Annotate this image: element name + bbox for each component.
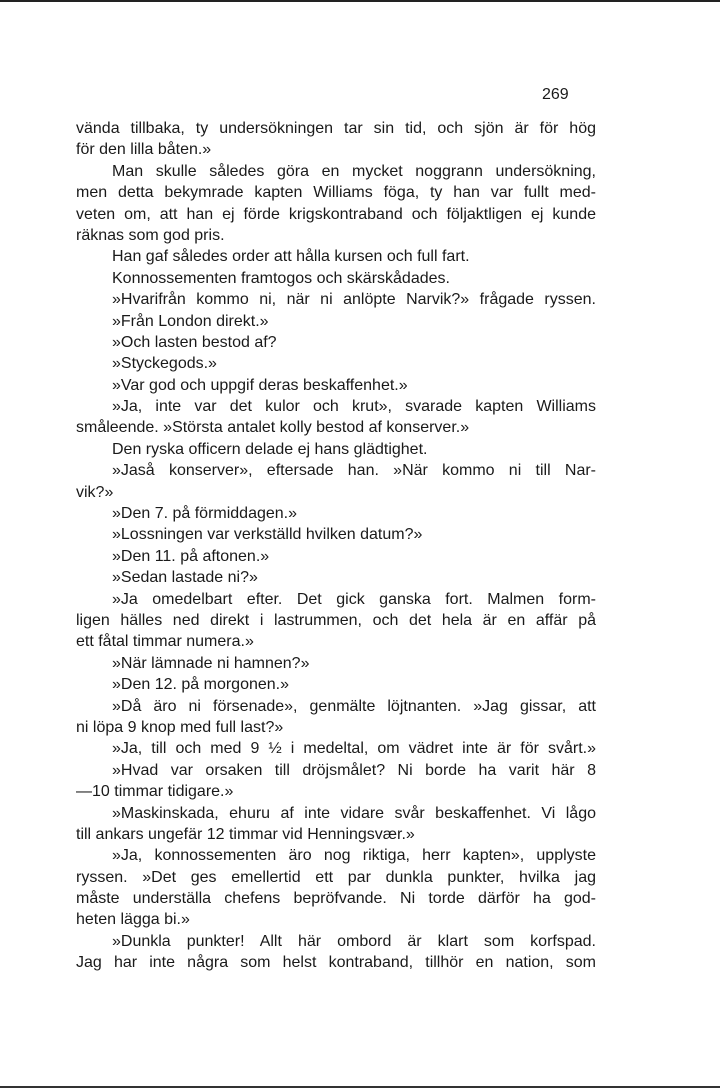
bottom-rule <box>0 1086 720 1088</box>
text-line: heten lägga bi.» <box>76 911 190 929</box>
text-line: ett fåtal timmar numera.» <box>76 633 254 651</box>
text-line: »Ja, till och med 9 ½ i medeltal, om vädret inte är för svårt.» <box>112 740 596 758</box>
text-line: »Hvad var orsaken till dröjsmålet? Ni borde ha varit här 8 <box>112 761 596 779</box>
text-line: Den ryska officern delade ej hans glädtighet. <box>112 440 428 458</box>
text-line: Konnossementen framtogos och skärskådades. <box>112 269 450 287</box>
text-line: räknas som god pris. <box>76 226 225 244</box>
text-line: »Jaså konserver», eftersade han. »När kommo ni till Nar- <box>112 462 596 480</box>
text-line: »Dunkla punkter! Allt här ombord är klart som korfspad. <box>112 932 596 950</box>
text-line: »Maskinskada, ehuru af inte vidare svår beskaffenhet. Vi lågo <box>112 804 596 822</box>
text-line: »Den 12. på morgonen.» <box>112 676 290 694</box>
text-line: måste underställa chefens bepröfvande. Ni torde därför ha god- <box>76 890 596 908</box>
text-line: veten om, att han ej förde krigskontraband och följaktligen ej kunde <box>76 205 596 223</box>
text-line: Man skulle således göra en mycket noggrann undersökning, <box>112 162 596 180</box>
text-line: —10 timmar tidigare.» <box>76 783 234 801</box>
text-line: »Var god och uppgif deras beskaffenhet.» <box>112 376 408 394</box>
text-line: »Den 7. på förmiddagen.» <box>112 505 298 523</box>
text-line: men detta bekymrade kapten Williams föga, ty han var fullt med- <box>76 184 596 202</box>
text-line: vända tillbaka, ty undersökningen tar sin tid, och sjön är för hög <box>76 120 596 137</box>
text-line: »Ja, inte var det kulor och krut», svarade kapten Williams <box>112 398 596 416</box>
text-line: »Från London direkt.» <box>112 312 269 330</box>
text-line: »Hvarifrån kommo ni, när ni anlöpte Narvik?» frågade ryssen. <box>112 291 596 309</box>
text-line: ryssen. »Det ges emellertid ett par dunkla punkter, hvilka jag <box>76 868 596 886</box>
top-rule <box>0 0 720 2</box>
text-line: Han gaf således order att hålla kursen och full fart. <box>112 248 470 266</box>
text-line: »Lossningen var verkställd hvilken datum?» <box>112 526 423 544</box>
body-text <box>76 118 596 974</box>
text-line: »Då äro ni försenade», genmälte löjtnanten. »Jag gissar, att <box>112 697 596 715</box>
page-number: 269 <box>542 86 569 103</box>
text-line: ni löpa 9 knop med full last?» <box>76 718 284 736</box>
text-line: »Sedan lastade ni?» <box>112 569 258 587</box>
text-line: »Styckegods.» <box>112 355 217 373</box>
text-line: Jag har inte några som helst kontraband, tillhör en nation, som <box>76 954 596 972</box>
text-line: »Ja, konnossementen äro nog riktiga, herr kapten», upplyste <box>112 847 596 865</box>
text-line: »Ja omedelbart efter. Det gick ganska fort. Malmen form- <box>112 590 596 608</box>
text-line: ligen hälles ned direkt i lastrummen, och det hela är en affär på <box>76 611 596 629</box>
text-line: »När lämnade ni hamnen?» <box>112 654 310 672</box>
text-line: småleende. »Största antalet kolly bestod af konserver.» <box>76 419 470 437</box>
text-line: vik?» <box>76 483 114 501</box>
text-line: »Den 11. på aftonen.» <box>112 547 270 565</box>
text-line: till ankars ungefär 12 timmar vid Henningsvær.» <box>76 825 415 843</box>
text-line: »Och lasten bestod af? <box>112 333 277 351</box>
text-line: för den lilla båten.» <box>76 141 212 159</box>
